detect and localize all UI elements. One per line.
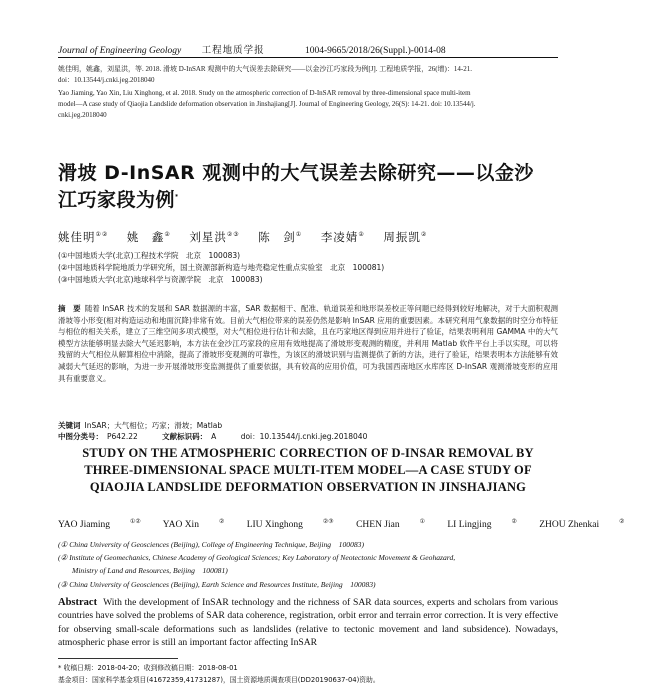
clc-label: 中图分类号： bbox=[58, 432, 103, 441]
author-en bbox=[447, 520, 516, 530]
author-cn-name: 李凌婧 bbox=[320, 230, 359, 244]
author-cn-name: 周振凯 bbox=[383, 230, 421, 244]
author-cn-sup: ②③ bbox=[226, 231, 240, 239]
journal-name: Journal of Engineering Geology bbox=[58, 46, 182, 56]
citation-en-line3: cnki.jeg.2018040 bbox=[58, 111, 107, 119]
author-en bbox=[247, 520, 334, 530]
keywords-cn bbox=[58, 420, 558, 431]
author-cn bbox=[321, 230, 365, 244]
author-en-sup: ①② bbox=[130, 518, 141, 525]
title-cn-line1: 滑坡 D-InSAR 观测中的大气误差去除研究——以金沙 bbox=[58, 162, 534, 184]
citation-en-line2: model—A case study of Qiaojia Landslide deformation observation in Jinshajiang[J]. Journal of Engineering Geology, 26(S): 14-21. doi: 10.13544/j. bbox=[58, 100, 476, 108]
title-footnote-mark: * bbox=[175, 193, 179, 201]
author-en-name: YAO Jiaming bbox=[58, 520, 110, 530]
affiliation-en-1: (① China University of Geosciences (Beijing), College of Engineering Technique, Beijing 100083) bbox=[58, 540, 364, 549]
author-en-sup: ② bbox=[511, 518, 517, 525]
author-en-name: CHEN Jian bbox=[356, 520, 400, 530]
abstract-english bbox=[58, 596, 558, 650]
author-en bbox=[539, 520, 624, 530]
author-en-sup: ① bbox=[419, 518, 425, 525]
affiliation-cn-2: (②中国地质科学院地质力学研究所，国土资源部新构造与地壳稳定性重点实验室 北京 100081) bbox=[58, 263, 385, 272]
author-en-name: ZHOU Zhenkai bbox=[539, 520, 600, 530]
author-cn-name: 姚 鑫 bbox=[126, 230, 165, 244]
abstract-en-text: With the development of InSAR technology and the richness of SAR data sources, experts and scholars from various countries have solved the problems of SAR data coherence, registration, orbit error and terrain error correction. It is very effective for observing small-scale deformations such as landslides (relative to tectonic movement and land subsidence). Nowadays, atmospheric phase error is still an important factor affecting InSAR bbox=[58, 597, 558, 649]
doc-code: A bbox=[211, 432, 217, 441]
abstract-cn-label: 摘 要 bbox=[58, 304, 81, 313]
author-cn bbox=[127, 230, 171, 244]
citation-cn-line1: 姚佳明，姚鑫，刘星洪，等. 2018. 滑坡 D-InSAR 观测中的大气误差去除研究——以金沙江巧家段为例[J]. 工程地质学报，26(增)：14-21. bbox=[58, 65, 472, 73]
author-en-name: LIU Xinghong bbox=[246, 520, 303, 530]
footnote-received: * 收稿日期：2018-04-20；收到修改稿日期：2018-08-01 bbox=[58, 664, 238, 672]
abstract-cn-text: 随着 InSAR 技术的发展和 SAR 数据源的丰富，SAR 数据相干、配准、轨道误差和地形误差校正等问题已经得到较好地解决，对于大面积观测滑坡等小形变(相对构造运动和地面沉降)非常有效。目前大气相位带来的误差仍然是影响 InSAR 应用的重要因素。本研究利用气象数据的时空分布特征与相位的相关关系，建立了三维空间多项式模型，对大气相位进行估计和去除，且在巧家地区得到应用并进行了验证，结果表明利用 GAMMA 中的大气模型方法能够明显去除大气延迟影响，本方法在金沙江巧家段的应用有效地提高了滑坡形变观测的精度，并利用 Matlab 软件平台上手以实现，可以将残留的大气相位从解算相位中消除，提高了滑坡形变观测的可靠性，为该区的滑坡识别与监测提供了新的方法，进行了验证，结果表明本方法能够有效减弱大气延迟的影响，为进一步开展滑坡形变监测提供了重要依据，具有较高的应用价值，可为我国西南地区水库库区 D-InSAR 观测滑坡变形的应用具有重要意义。 bbox=[58, 304, 559, 383]
keywords-cn-text: InSAR；大气相位；巧家；滑坡；Matlab bbox=[84, 421, 223, 430]
author-en-sup: ② bbox=[218, 518, 225, 525]
citation-en-line1: Yao Jiaming, Yao Xin, Liu Xinghong, et al. 2018. Study on the atmospheric correction of D-InSAR removal by three-dimensional space multi-item bbox=[58, 89, 471, 97]
doi-label: doi： bbox=[240, 432, 260, 441]
clc-code: P642.22 bbox=[107, 432, 138, 441]
title-english bbox=[58, 445, 558, 496]
author-cn bbox=[189, 230, 239, 244]
citation-cn-line2: doi：10.13544/j.cnki.jeg.2018040 bbox=[58, 76, 155, 84]
title-cn-line2-text: 江巧家段为例 bbox=[58, 189, 176, 211]
title-chinese bbox=[58, 160, 558, 214]
footnote-rule bbox=[58, 658, 178, 659]
abstract-chinese bbox=[58, 303, 558, 384]
title-en-line1: STUDY ON THE ATMOSPHERIC CORRECTION OF D-INSAR REMOVAL BY bbox=[82, 446, 534, 460]
author-cn-name: 陈 剑 bbox=[258, 230, 296, 244]
author-cn-sup: ② bbox=[358, 231, 365, 239]
doi-value: 10.13544/j.cnki.jeg.2018040 bbox=[259, 432, 368, 441]
keywords-cn-label: 关键词 bbox=[58, 421, 81, 430]
author-cn-sup: ② bbox=[420, 231, 428, 239]
author-en bbox=[356, 520, 425, 530]
authors-english bbox=[58, 518, 625, 530]
authors-chinese bbox=[58, 229, 558, 245]
running-header bbox=[58, 42, 558, 56]
header-rule bbox=[58, 57, 558, 58]
title-en-line2: THREE-DIMENSIONAL SPACE MULTI-ITEM MODEL—A CASE STUDY OF bbox=[84, 463, 532, 477]
title-en-line3: QIAOJIA LANDSLIDE DEFORMATION OBSERVATION IN JINSHAJIANG bbox=[89, 480, 527, 494]
author-en-sup: ②③ bbox=[322, 518, 334, 525]
author-cn-sup: ② bbox=[164, 231, 171, 239]
author-en-name: YAO Xin bbox=[162, 520, 199, 530]
author-cn bbox=[58, 230, 108, 244]
author-cn bbox=[383, 230, 427, 244]
classification-line bbox=[58, 431, 558, 442]
author-en-name: LI Lingjing bbox=[447, 520, 492, 530]
affiliation-en-2b: Ministry of Land and Resources, Beijing 100081) bbox=[72, 566, 228, 575]
title-cn-line2 bbox=[58, 187, 558, 214]
author-en bbox=[58, 520, 141, 530]
author-cn-sup: ① bbox=[295, 231, 303, 239]
abstract-en-label: Abstract bbox=[58, 597, 98, 608]
journal-name-cn: 工程地质学报 bbox=[201, 46, 265, 56]
author-cn bbox=[258, 230, 302, 244]
author-cn-sup: ①② bbox=[95, 231, 109, 239]
author-en-sup: ② bbox=[619, 518, 625, 525]
affiliation-en-2a: (② Institute of Geomechanics, Chinese Academy of Geological Sciences; Key Laboratory of Neotectonic Movement & Geohazard, bbox=[58, 553, 456, 562]
footnote-funding: 基金项目：国家科学基金项目(41672359,41731287)，国土资源地质调查项目(DD20190637-04)资助。 bbox=[58, 676, 380, 684]
author-cn-name: 姚佳明 bbox=[58, 230, 96, 244]
affiliation-cn-1: (①中国地质大学(北京)工程技术学院 北京 100083) bbox=[58, 251, 241, 260]
affiliation-en-3: (③ China University of Geosciences (Beijing), Earth Science and Resources Institute, Beijing 100083) bbox=[58, 580, 376, 589]
doc-code-label: 文献标识码： bbox=[162, 432, 208, 441]
issn-line: 1004-9665/2018/26(Suppl.)-0014-08 bbox=[304, 46, 446, 56]
affiliation-cn-3: (③中国地质大学(北京)地球科学与资源学院 北京 100083) bbox=[58, 275, 263, 284]
author-cn-name: 刘星洪 bbox=[189, 230, 227, 244]
author-en bbox=[163, 520, 225, 530]
